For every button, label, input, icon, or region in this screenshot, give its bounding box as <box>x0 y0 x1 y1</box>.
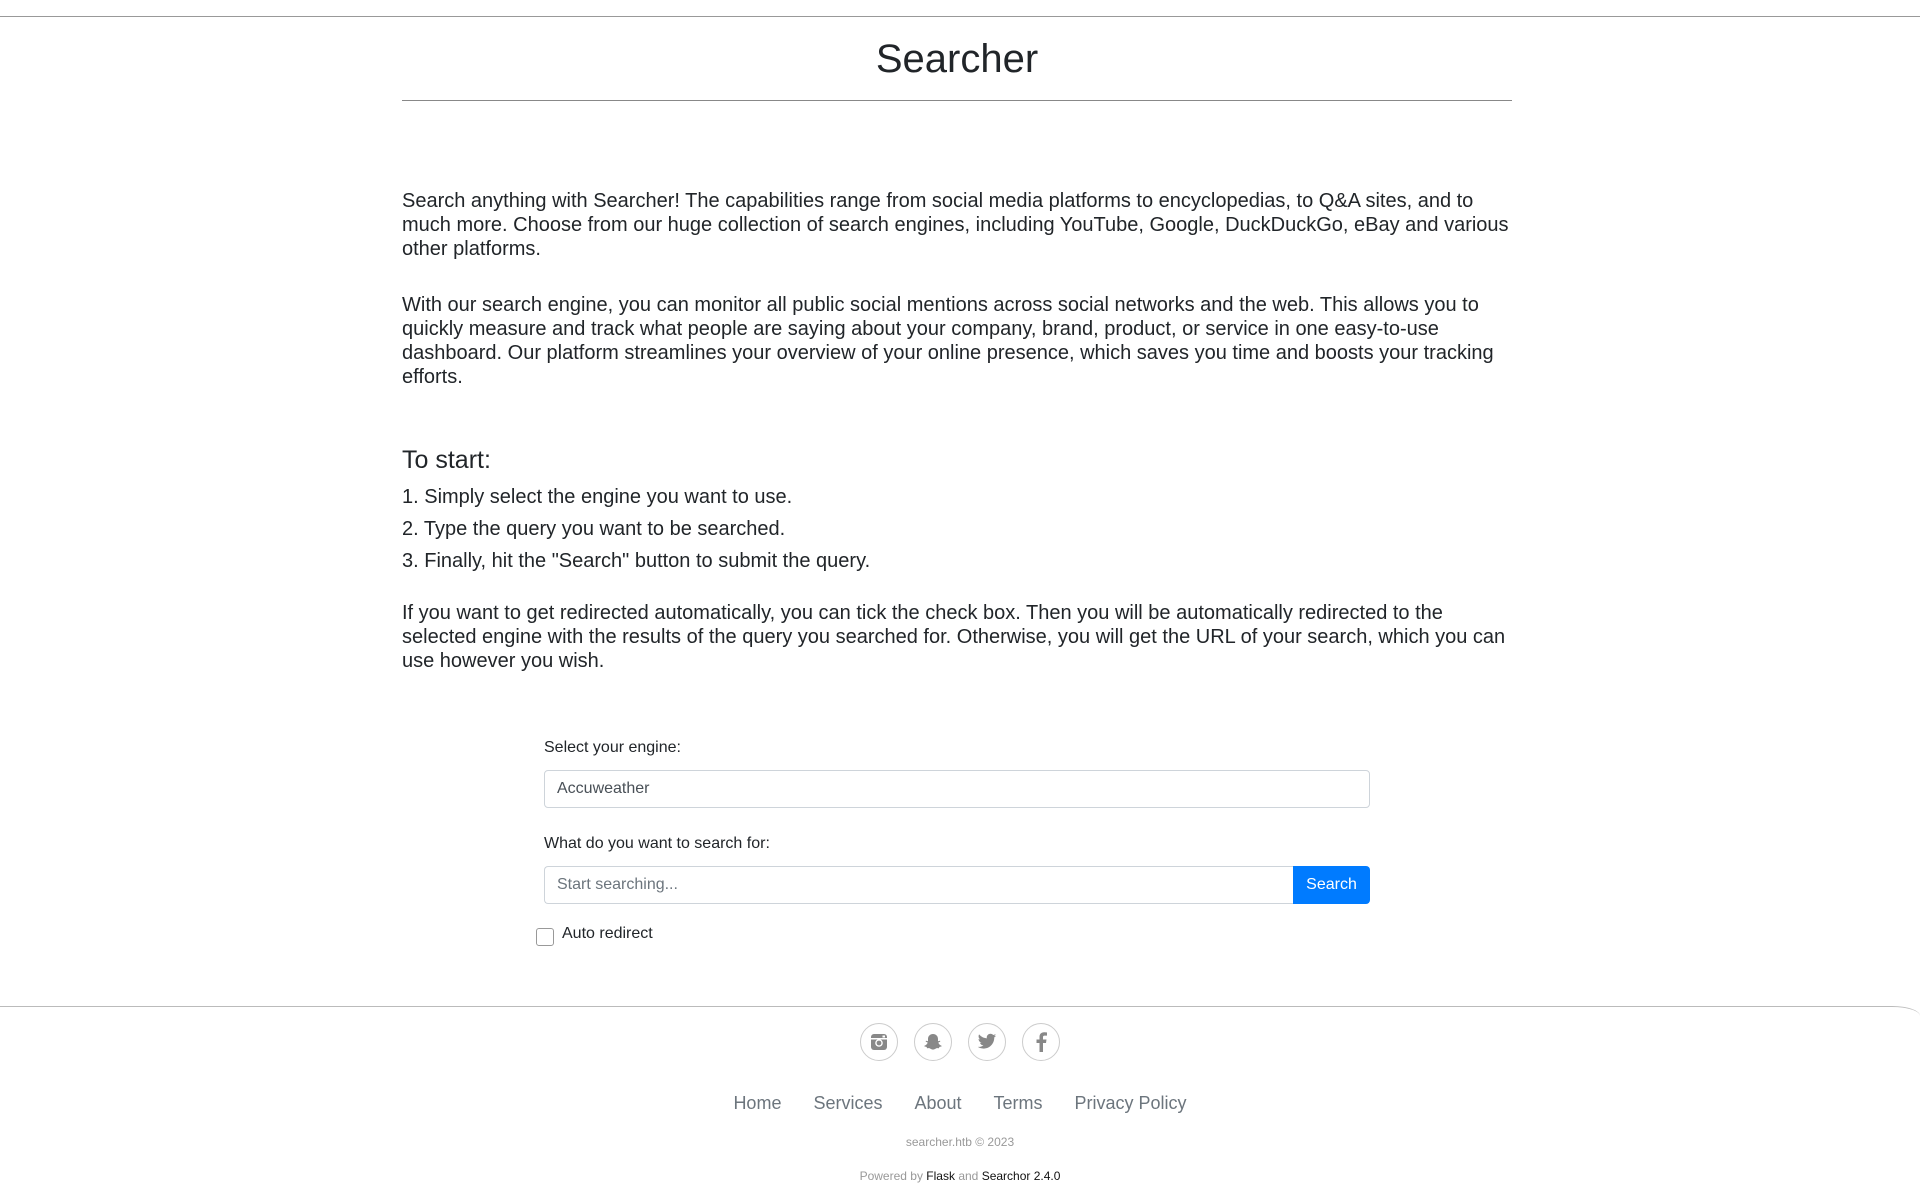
query-input-group <box>544 866 1370 904</box>
list-item: 3. Finally, hit the "Search" button to submit the query. <box>402 550 871 572</box>
powered-prefix: Powered by <box>859 1169 923 1183</box>
instructions-list <box>402 481 1512 577</box>
flask-link[interactable]: Flask <box>926 1169 955 1183</box>
social-links <box>0 1023 1920 1061</box>
footer-link-privacy-policy[interactable]: Privacy Policy <box>1074 1093 1187 1113</box>
engine-select[interactable]: Accuweather <box>544 770 1370 808</box>
snapchat-icon <box>923 1032 943 1052</box>
intro-paragraph: With our search engine, you can monitor all public social mentions across social networks and the web. This allows you to quickly measure and track what people are saying about your company, brand, product, or service in one easy-to-use dashboard. Our platform streamlines your overview of your online presence, which saves you time and boosts your tracking efforts. <box>402 294 1494 388</box>
instagram-icon <box>870 1033 888 1051</box>
footer-link-about[interactable]: About <box>914 1093 962 1113</box>
search-form <box>544 738 1370 946</box>
query-label: What do you want to search for: <box>544 835 770 852</box>
footer-nav <box>0 1093 1920 1114</box>
searchor-link[interactable]: Searchor 2.4.0 <box>981 1169 1061 1183</box>
search-button[interactable]: Search <box>1293 866 1370 904</box>
engine-label: Select your engine: <box>544 739 681 756</box>
footer <box>0 1006 1920 1187</box>
list-item: 2. Type the query you want to be searched. <box>402 518 786 540</box>
list-item: 1. Simply select the engine you want to use. <box>402 486 793 508</box>
auto-redirect-row <box>536 922 1370 946</box>
intro-paragraph: Search anything with Searcher! The capabilities range from social media platforms to encyclopedias, to Q&A sites, and to much more. Choose from our huge collection of search engines, including YouTube, Google, DuckDuckGo, eBay and various other platforms. <box>402 190 1509 260</box>
powered-and: and <box>958 1169 979 1183</box>
auto-redirect-label[interactable]: Auto redirect <box>562 925 653 942</box>
title-divider <box>402 100 1512 101</box>
redirect-note: If you want to get redirected automatically, you can tick the check box. Then you will be automatically redirected to the selected engine with the results of the query you searched for. Otherwise, you will get the URL of your search, which you can use however you wish. <box>402 602 1506 672</box>
copyright-text: searcher.htb © 2023 <box>905 1135 1015 1149</box>
search-input[interactable] <box>544 866 1293 904</box>
twitter-link[interactable] <box>968 1023 1006 1061</box>
twitter-icon <box>977 1033 997 1051</box>
footer-link-terms[interactable]: Terms <box>993 1093 1043 1113</box>
powered-by <box>0 1169 1920 1183</box>
footer-link-home[interactable]: Home <box>733 1093 782 1113</box>
footer-link-services[interactable]: Services <box>813 1093 883 1113</box>
facebook-link[interactable] <box>1022 1023 1060 1061</box>
auto-redirect-checkbox[interactable] <box>536 928 554 946</box>
main-content <box>402 17 1512 693</box>
instructions-heading: To start: <box>402 446 491 474</box>
page-title: Searcher <box>875 37 1039 81</box>
instagram-link[interactable] <box>860 1023 898 1061</box>
facebook-icon <box>1035 1032 1047 1052</box>
intro-section <box>402 189 1512 389</box>
snapchat-link[interactable] <box>914 1023 952 1061</box>
